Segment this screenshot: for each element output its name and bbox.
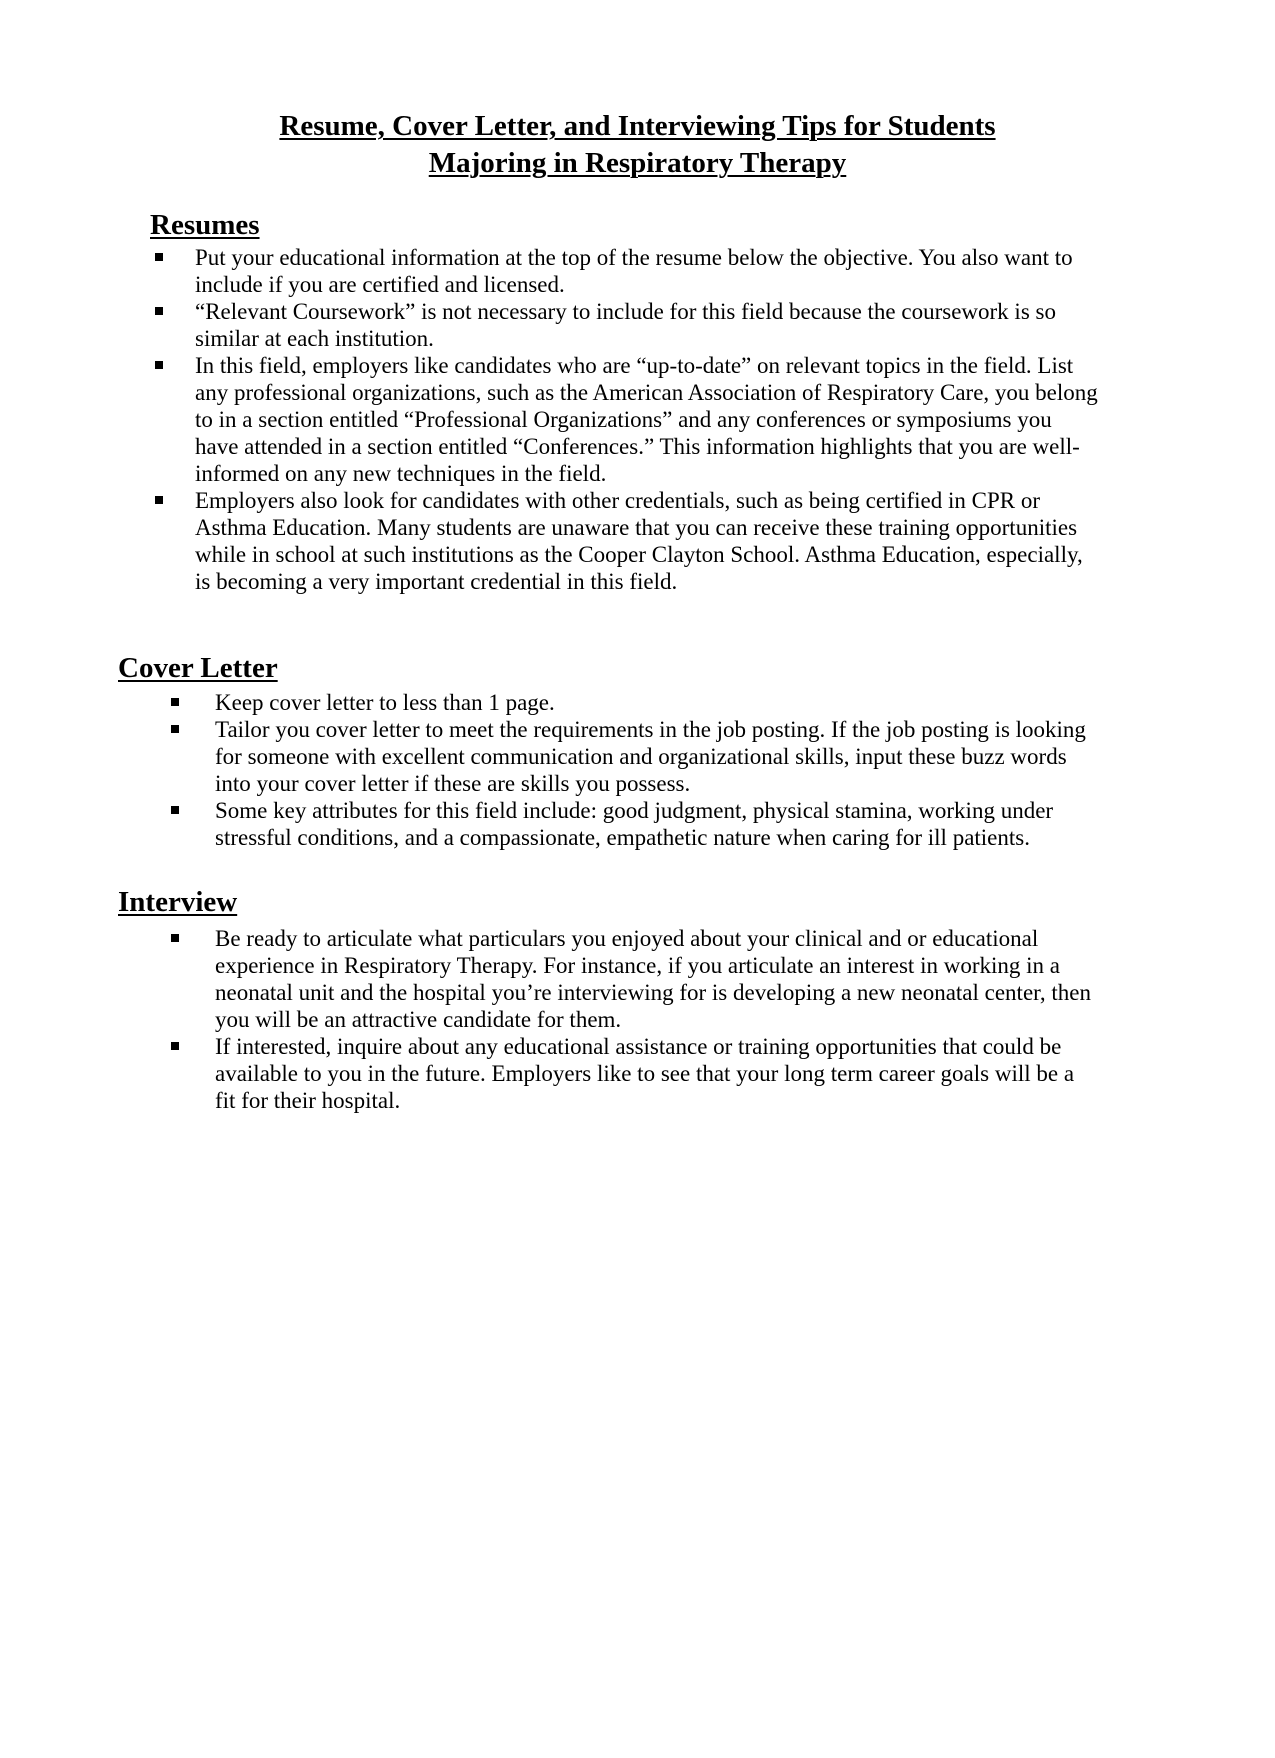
- list-item: [155, 352, 1275, 487]
- section-heading-resumes-text: Resumes: [150, 209, 260, 241]
- section-heading-cover-letter-text: Cover Letter: [118, 652, 278, 684]
- document-page: [0, 108, 1275, 1758]
- section-heading-interview-text: Interview: [118, 886, 238, 918]
- list-item: [155, 487, 1275, 595]
- list-item: [155, 244, 1275, 298]
- bullet-text: Some key attributes for this field include: good judgment, physical stamina, working under stressful conditions, and a compassionate, empathetic nature when caring for ill patients.: [215, 798, 1054, 850]
- section-interview: [0, 885, 1275, 1114]
- document-title: [0, 108, 1275, 182]
- section-heading-cover-letter: [118, 651, 1275, 685]
- bullet-text: Employers also look for candidates with other credentials, such as being certified in CPR or Asthma Education. Many students are unaware that you can receive these training opportunities while in school at such institutions as the Cooper Clayton School. Asthma Education, especially, is becoming a very important credential in this field.: [195, 488, 1083, 594]
- bullet-cell: [155, 244, 195, 261]
- title-line-1: Resume, Cover Letter, and Interviewing Tips for Students: [279, 110, 996, 142]
- bullet-cell: [155, 298, 195, 315]
- bullet-text: Keep cover letter to less than 1 page.: [215, 690, 555, 715]
- section-heading-interview: [118, 885, 1275, 919]
- bullet-square-icon: [155, 361, 163, 369]
- bullet-text: If interested, inquire about any educational assistance or training opportunities that could be available to you in the future. Employers like to see that your long term career goals will be a fit for their hospital.: [215, 1034, 1075, 1113]
- bullet-cell: [171, 689, 215, 706]
- section-cover-letter: [0, 651, 1275, 851]
- bullet-text: Put your educational information at the top of the resume below the objective. You also want to include if you are certified and licensed.: [195, 245, 1073, 297]
- bullet-square-icon: [171, 1042, 179, 1050]
- title-line-2: Majoring in Respiratory Therapy: [428, 147, 847, 179]
- bullet-cell: [171, 716, 215, 733]
- cover-letter-bullet-list: [0, 689, 1275, 851]
- bullet-cell: [155, 487, 195, 504]
- list-item: [171, 797, 1275, 851]
- interview-bullet-list: [0, 925, 1275, 1114]
- bullet-text: Tailor you cover letter to meet the requirements in the job posting. If the job posting is looking for someone with excellent communication and organizational skills, input these buzz words into your cover letter if these are skills you possess.: [215, 717, 1086, 796]
- bullet-text: “Relevant Coursework” is not necessary to include for this field because the coursework is so similar at each institution.: [195, 299, 1056, 351]
- bullet-square-icon: [171, 806, 179, 814]
- section-resumes: [0, 208, 1275, 595]
- bullet-text: Be ready to articulate what particulars you enjoyed about your clinical and or educational experience in Respiratory Therapy. For instance, if you articulate an interest in working in a neonatal unit and the hospital you’re interviewing for is developing a new neonatal center, then you will be an attractive candidate for them.: [215, 926, 1091, 1032]
- bullet-cell: [171, 925, 215, 942]
- bullet-cell: [171, 1033, 215, 1050]
- bullet-text: In this field, employers like candidates who are “up-to-date” on relevant topics in the field. List any professional organizations, such as the American Association of Respiratory Care, you belong to in a section entitled “Professional Organizations” and any conferences or symposiums you have attended in a section entitled “Conferences.” This information highlights that you are well-informed on any new techniques in the field.: [195, 353, 1098, 486]
- bullet-square-icon: [171, 725, 179, 733]
- section-heading-resumes: [150, 208, 1275, 242]
- bullet-square-icon: [171, 698, 179, 706]
- bullet-square-icon: [171, 934, 179, 942]
- bullet-square-icon: [155, 496, 163, 504]
- list-item: [171, 925, 1275, 1033]
- list-item: [171, 689, 1275, 716]
- list-item: [171, 716, 1275, 797]
- bullet-square-icon: [155, 307, 163, 315]
- list-item: [171, 1033, 1275, 1114]
- bullet-square-icon: [155, 253, 163, 261]
- list-item: [155, 298, 1275, 352]
- resumes-bullet-list: [0, 244, 1275, 595]
- bullet-cell: [171, 797, 215, 814]
- bullet-cell: [155, 352, 195, 369]
